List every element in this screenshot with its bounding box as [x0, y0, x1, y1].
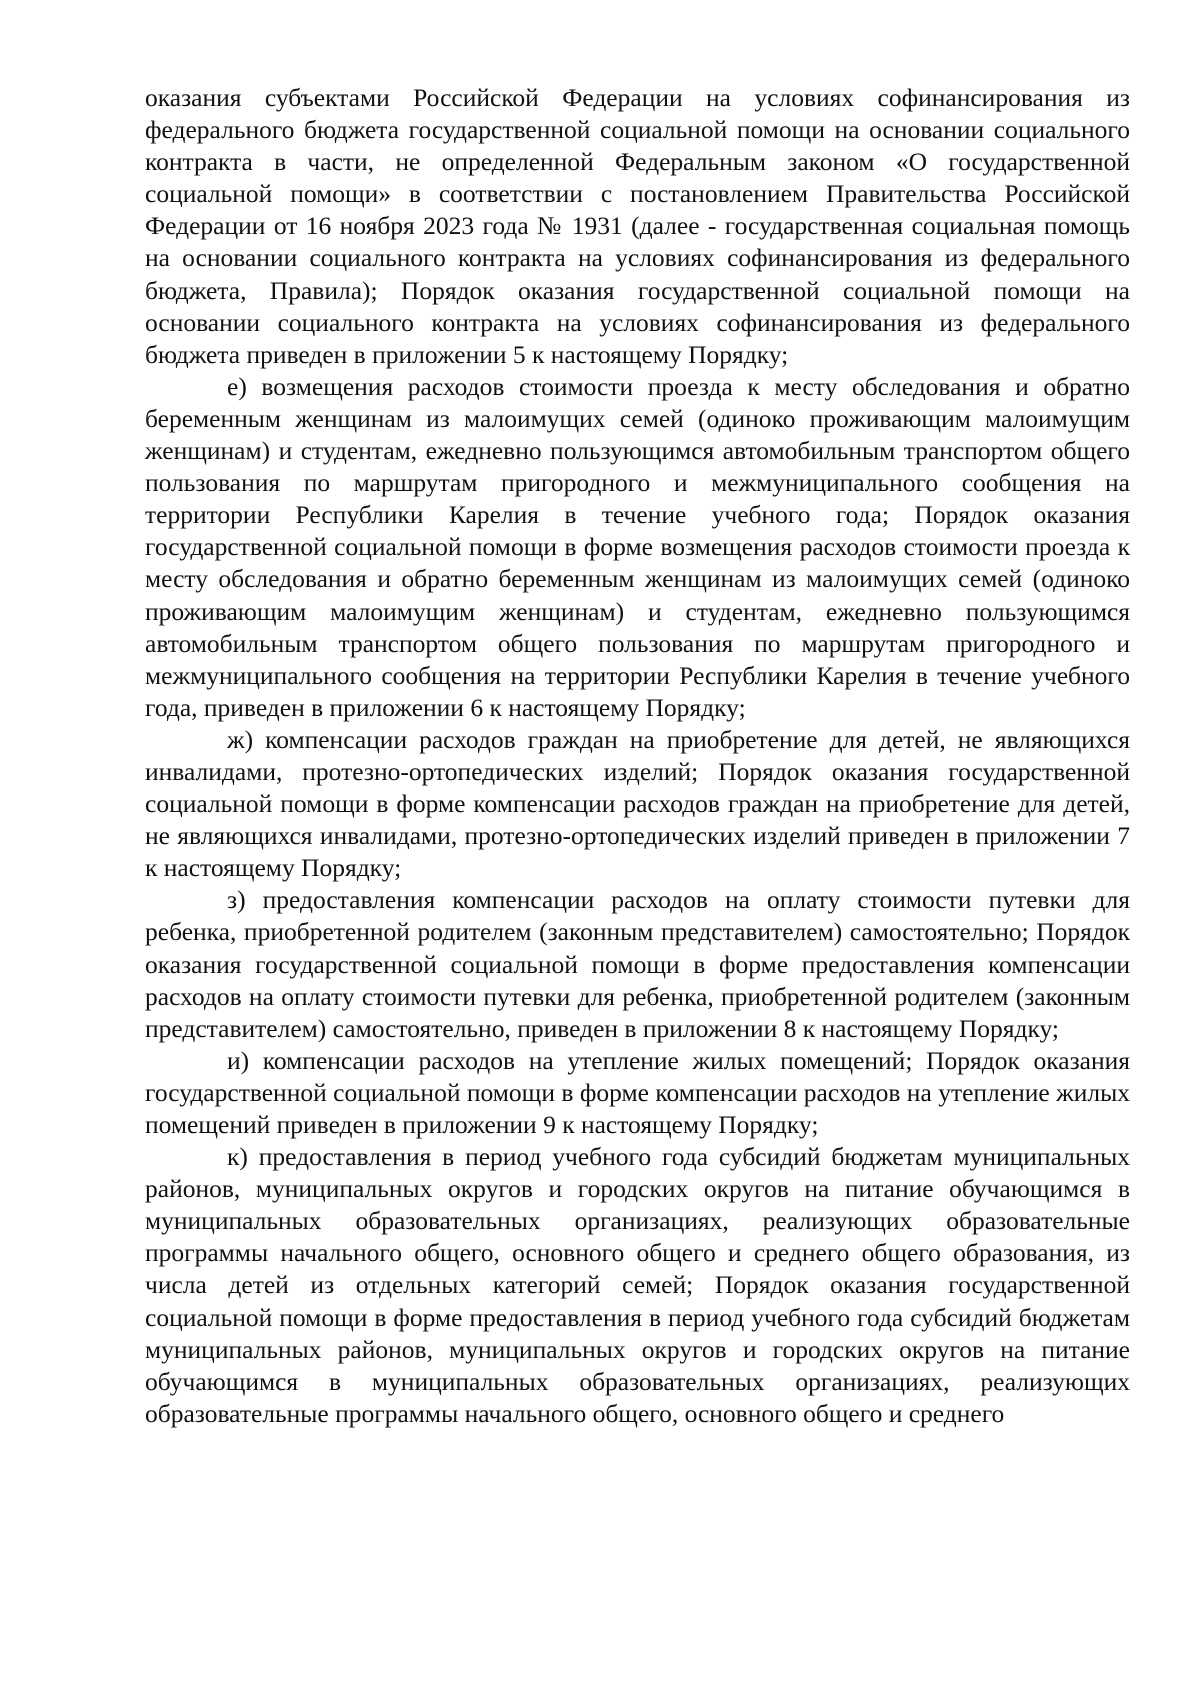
paragraph-item-e: е) возмещения расходов стоимости проезда к месту обследования и обратно беременным женщинам из малоимущих семей (одиноко проживающим малоимущим женщинам) и студентам, ежедневно пользующимся автомобильным транспортом общего пользования по маршрутам пригородного и межмуниципального сообщения на территории Республики Карелия в течение учебного года; Порядок оказания государственной социальной помощи в форме возмещения расходов стоимости проезда к месту обследования и обратно беременным женщинам из малоимущих семей (одиноко проживающим малоимущим женщинам) и студентам, ежедневно пользующимся автомобильным транспортом общего пользования по маршрутам пригородного и межмуниципального сообщения на территории Республики Карелия в течение учебного года, приведен в приложении 6 к настоящему Порядку; — [145, 371, 1130, 722]
paragraph-item-zh: ж) компенсации расходов граждан на приобретение для детей, не являющихся инвалидами, протезно-ортопедических изделий; Порядок оказания государственной социальной помощи в форме компенсации расходов граждан на приобретение для детей, не являющихся инвалидами, протезно-ортопедических изделий приведен в приложении 7 к настоящему Порядку; — [145, 724, 1130, 883]
document-page — [145, 82, 1130, 1430]
paragraph-item-i: и) компенсации расходов на утепление жилых помещений; Порядок оказания государственной социальной помощи в форме компенсации расходов на утепление жилых помещений приведен в приложении 9 к настоящему Порядку; — [145, 1045, 1130, 1139]
paragraph-item-k: к) предоставления в период учебного года субсидий бюджетам муниципальных районов, муниципальных округов и городских округов на питание обучающимся в муниципальных образовательных организациях, реализующих образовательные программы начального общего, основного общего и среднего общего образования, из числа детей из отдельных категорий семей; Порядок оказания государственной социальной помощи в форме предоставления в период учебного года субсидий бюджетам муниципальных районов, муниципальных округов и городских округов на питание обучающимся в муниципальных образовательных организациях, реализующих образовательные программы начального общего, основного общего и среднего — [145, 1142, 1130, 1428]
paragraph-continuation: оказания субъектами Российской Федерации на условиях софинансирования из федерального бюджета государственной социальной помощи на основании социального контракта в части, не определенной Федеральным законом «О государственной социальной помощи» в соответствии с постановлением Правительства Российской Федерации от 16 ноября 2023 года № 1931 (далее - государственная социальная помощь на основании социального контракта на условиях софинансирования из федерального бюджета, Правила); Порядок оказания государственной социальной помощи на основании социального контракта на условиях софинансирования из федерального бюджета приведен в приложении 5 к настоящему Порядку; — [145, 83, 1130, 369]
paragraph-item-z: з) предоставления компенсации расходов на оплату стоимости путевки для ребенка, приобретенной родителем (законным представителем) самостоятельно; Порядок оказания государственной социальной помощи в форме предоставления компенсации расходов на оплату стоимости путевки для ребенка, приобретенной родителем (законным представителем) самостоятельно, приведен в приложении 8 к настоящему Порядку; — [145, 885, 1130, 1043]
